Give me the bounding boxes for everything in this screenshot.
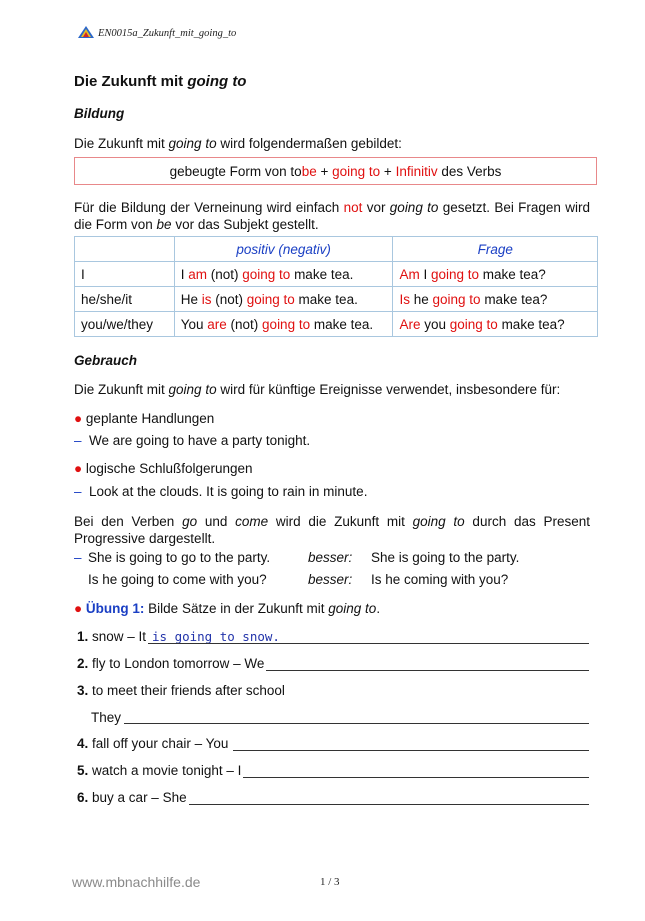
section-heading-bildung: Bildung bbox=[74, 106, 125, 121]
table-header-cell: positiv (negativ) bbox=[174, 237, 393, 262]
exercise-item-1: 1. snow – It bbox=[77, 629, 147, 644]
page-number: 1 / 3 bbox=[320, 876, 340, 888]
bildung-intro: Die Zukunft mit going to wird folgendermaßen gebildet: bbox=[74, 136, 402, 151]
exercise-answer-1: is going to snow. bbox=[152, 629, 280, 644]
table-cell-pronoun: I bbox=[75, 262, 175, 287]
table-cell-question: Are you going to make tea? bbox=[393, 312, 598, 337]
logo-icon bbox=[78, 26, 94, 38]
table-cell-pronoun: he/she/it bbox=[75, 287, 175, 312]
besser-label: besser: bbox=[308, 550, 353, 565]
table-cell-positive: He is (not) going to make tea. bbox=[174, 287, 393, 312]
table-row bbox=[75, 287, 598, 312]
dash-icon: – bbox=[74, 484, 82, 499]
section-heading-gebrauch: Gebrauch bbox=[74, 353, 138, 368]
example-come-better: Is he coming with you? bbox=[371, 572, 509, 587]
table-cell-question: Is he going to make tea? bbox=[393, 287, 598, 312]
bullet-icon: ● bbox=[74, 461, 83, 476]
bullet-planned-actions: ● geplante Handlungen bbox=[74, 411, 215, 426]
exercise-item-2: 2. fly to London tomorrow – We bbox=[77, 656, 265, 671]
besser-label: besser: bbox=[308, 572, 353, 587]
table-cell-question: Am I going to make tea? bbox=[393, 262, 598, 287]
answer-line-5[interactable] bbox=[243, 777, 589, 778]
exercise-item-4: 4. fall off your chair – You bbox=[77, 736, 229, 751]
answer-line-2[interactable] bbox=[266, 670, 589, 671]
table-cell-positive: I am (not) going to make tea. bbox=[174, 262, 393, 287]
negation-paragraph: Für die Bildung der Verneinung wird einfach not vor going to gesetzt. Bei Fragen wird die Form von be vor das Subjekt gestellt. bbox=[74, 200, 590, 232]
progressive-note: Bei den Verben go und come wird die Zukunft mit going to durch das Present Progressive dargestellt. bbox=[74, 514, 590, 546]
exercise-item-3: 3. to meet their friends after school bbox=[77, 683, 285, 698]
example-go-better: She is going to the party. bbox=[371, 550, 520, 565]
page-title: Die Zukunft mit going to bbox=[74, 73, 247, 90]
answer-line-4[interactable] bbox=[233, 750, 589, 751]
table-cell-pronoun: you/we/they bbox=[75, 312, 175, 337]
formula-box: gebeugte Form von to be + going to + Infinitiv des Verbs bbox=[74, 157, 597, 185]
example-planned: – We are going to have a party tonight. bbox=[74, 433, 311, 448]
exercise-item-6: 6. buy a car – She bbox=[77, 790, 187, 805]
table-header-cell: Frage bbox=[393, 237, 598, 262]
dash-icon: – bbox=[74, 550, 82, 565]
answer-line-1[interactable] bbox=[148, 643, 589, 644]
exercise-item-5: 5. watch a movie tonight – I bbox=[77, 763, 242, 778]
table-header-cell bbox=[75, 237, 175, 262]
gebrauch-intro: Die Zukunft mit going to wird für künftige Ereignisse verwendet, insbesondere für: bbox=[74, 382, 561, 397]
document-id: EN0015a_Zukunft_mit_going_to bbox=[98, 28, 237, 39]
answer-line-3[interactable] bbox=[124, 723, 589, 724]
bullet-icon: ● bbox=[74, 411, 83, 426]
table-header-row bbox=[75, 237, 598, 262]
bullet-icon: ● bbox=[74, 601, 83, 616]
exercise-item-3-subject: They bbox=[91, 710, 122, 725]
table-row bbox=[75, 262, 598, 287]
example-conclusion: – Look at the clouds. It is going to rain in minute. bbox=[74, 484, 368, 499]
conjugation-table bbox=[74, 236, 598, 337]
answer-line-6[interactable] bbox=[189, 804, 589, 805]
example-come-original: Is he going to come with you? bbox=[88, 572, 267, 587]
table-cell-positive: You are (not) going to make tea. bbox=[174, 312, 393, 337]
table-row bbox=[75, 312, 598, 337]
exercise-heading: ● Übung 1: Bilde Sätze in der Zukunft mit going to. bbox=[74, 601, 381, 616]
dash-icon: – bbox=[74, 433, 82, 448]
bullet-logical-conclusions: ● logische Schlußfolgerungen bbox=[74, 461, 253, 476]
footer-website[interactable]: www.mbnachhilfe.de bbox=[72, 874, 201, 890]
example-go-original: She is going to go to the party. bbox=[88, 550, 271, 565]
